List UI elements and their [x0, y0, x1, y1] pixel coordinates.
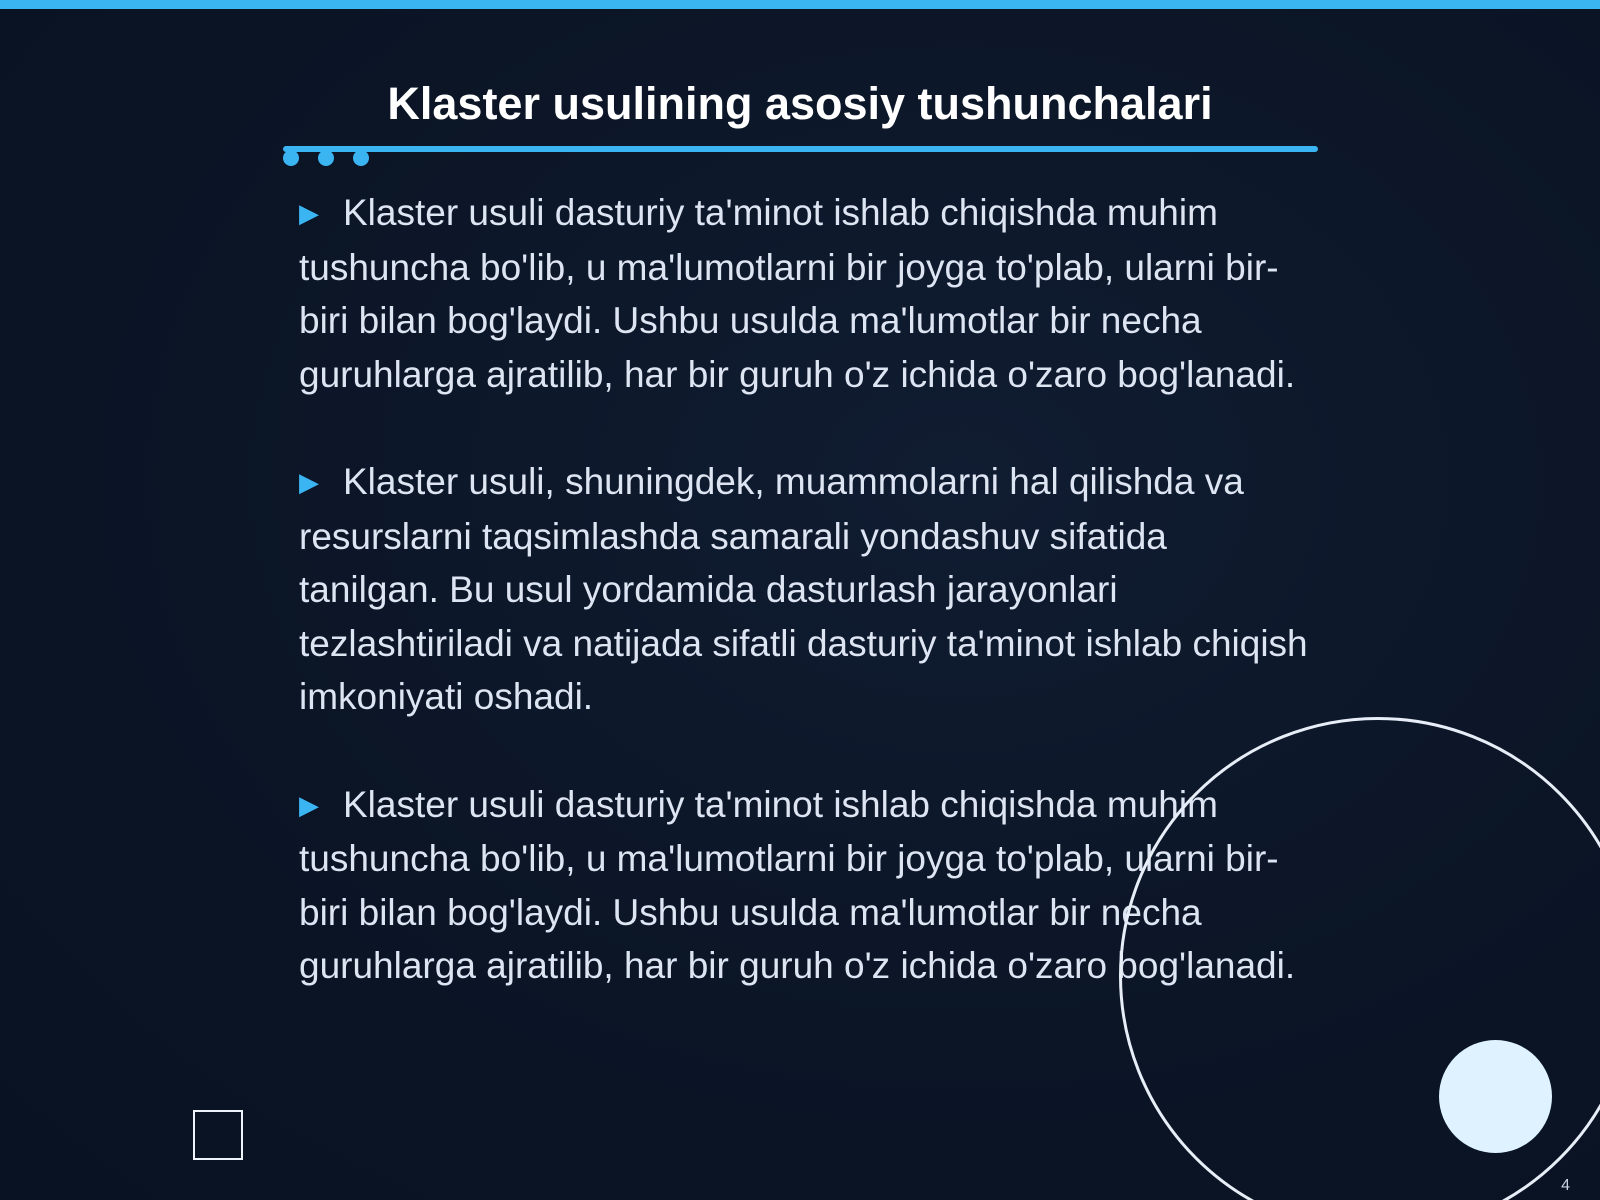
bullet-item — [299, 186, 1309, 401]
slide-title: Klaster usulining asosiy tushunchalari — [387, 78, 1213, 129]
bullet-item — [299, 455, 1309, 724]
bullet-arrow-icon: ▶ — [299, 467, 319, 497]
page-number: 4 — [1561, 1177, 1570, 1194]
bullet-text: Klaster usuli, shuningdek, muammolarni hal qilishda va resurslarni taqsimlashda samarali yondashuv sifatida tanilgan. Bu usul yordamida dasturlash jarayonlari tezlashtiriladi va natijada sifatli dasturiy ta'minot ishlab chiqish imkoniyati oshadi. — [299, 461, 1308, 717]
bullet-text: Klaster usuli dasturiy ta'minot ishlab chiqishda muhim tushuncha bo'lib, u ma'lumotlarni bir joyga to'plab, ularni bir-biri bilan bog'laydi. Ushbu usulda ma'lumotlar bir necha guruhlarga ajratilib, har bir guruh o'z ichida o'zaro bog'lanadi. — [299, 783, 1296, 986]
decorative-dot — [283, 150, 299, 166]
title-underline — [283, 146, 1318, 152]
top-accent-bar — [0, 0, 1600, 9]
decorative-dot — [318, 150, 334, 166]
decorative-circle-filled — [1439, 1040, 1552, 1153]
bullet-arrow-icon: ▶ — [299, 198, 319, 228]
decorative-square — [193, 1110, 243, 1160]
decorative-dot — [353, 150, 369, 166]
bullet-arrow-icon: ▶ — [299, 789, 319, 820]
bullet-text: Klaster usuli dasturiy ta'minot ishlab chiqishda muhim tushuncha bo'lib, u ma'lumotlarni bir joyga to'plab, ularni bir-biri bilan bog'laydi. Ushbu usulda ma'lumotlar bir necha guruhlarga ajratilib, har bir guruh o'z ichida o'zaro bog'lanadi. — [299, 192, 1296, 395]
